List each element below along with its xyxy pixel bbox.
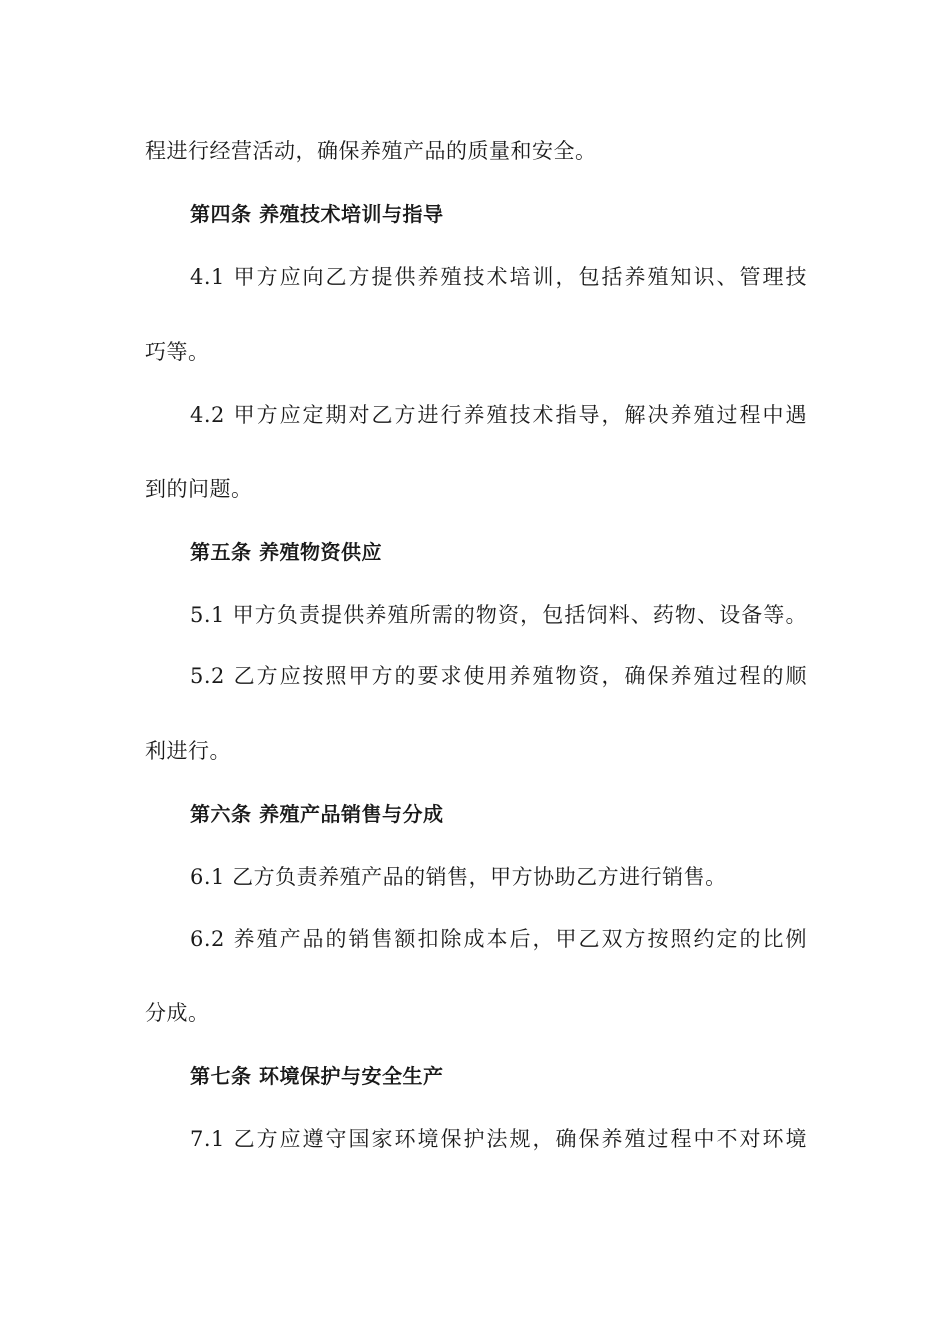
article-6-heading: 第六条 养殖产品销售与分成 <box>190 802 444 826</box>
paragraph-continuation: 程进行经营活动，确保养殖产品的质量和安全。 <box>145 139 597 163</box>
clause-5-2-continuation: 利进行。 <box>145 739 231 763</box>
clause-5-2: 5.2 乙方应按照甲方的要求使用养殖物资，确保养殖过程的顺 <box>190 664 807 688</box>
article-4-heading: 第四条 养殖技术培训与指导 <box>190 202 444 226</box>
clause-5-1: 5.1 甲方负责提供养殖所需的物资，包括饲料、药物、设备等。 <box>190 603 807 627</box>
clause-7-1: 7.1 乙方应遵守国家环境保护法规，确保养殖过程中不对环境 <box>190 1127 807 1151</box>
clause-4-1: 4.1 甲方应向乙方提供养殖技术培训，包括养殖知识、管理技 <box>190 265 807 289</box>
clause-6-1: 6.1 乙方负责养殖产品的销售，甲方协助乙方进行销售。 <box>190 865 727 889</box>
clause-4-1-continuation: 巧等。 <box>145 340 210 364</box>
clause-4-2: 4.2 甲方应定期对乙方进行养殖技术指导，解决养殖过程中遇 <box>190 403 807 427</box>
clause-6-2-continuation: 分成。 <box>145 1001 210 1025</box>
article-7-heading: 第七条 环境保护与安全生产 <box>190 1064 444 1088</box>
clause-6-2: 6.2 养殖产品的销售额扣除成本后，甲乙双方按照约定的比例 <box>190 927 807 951</box>
clause-4-2-continuation: 到的问题。 <box>145 477 253 501</box>
article-5-heading: 第五条 养殖物资供应 <box>190 540 382 564</box>
